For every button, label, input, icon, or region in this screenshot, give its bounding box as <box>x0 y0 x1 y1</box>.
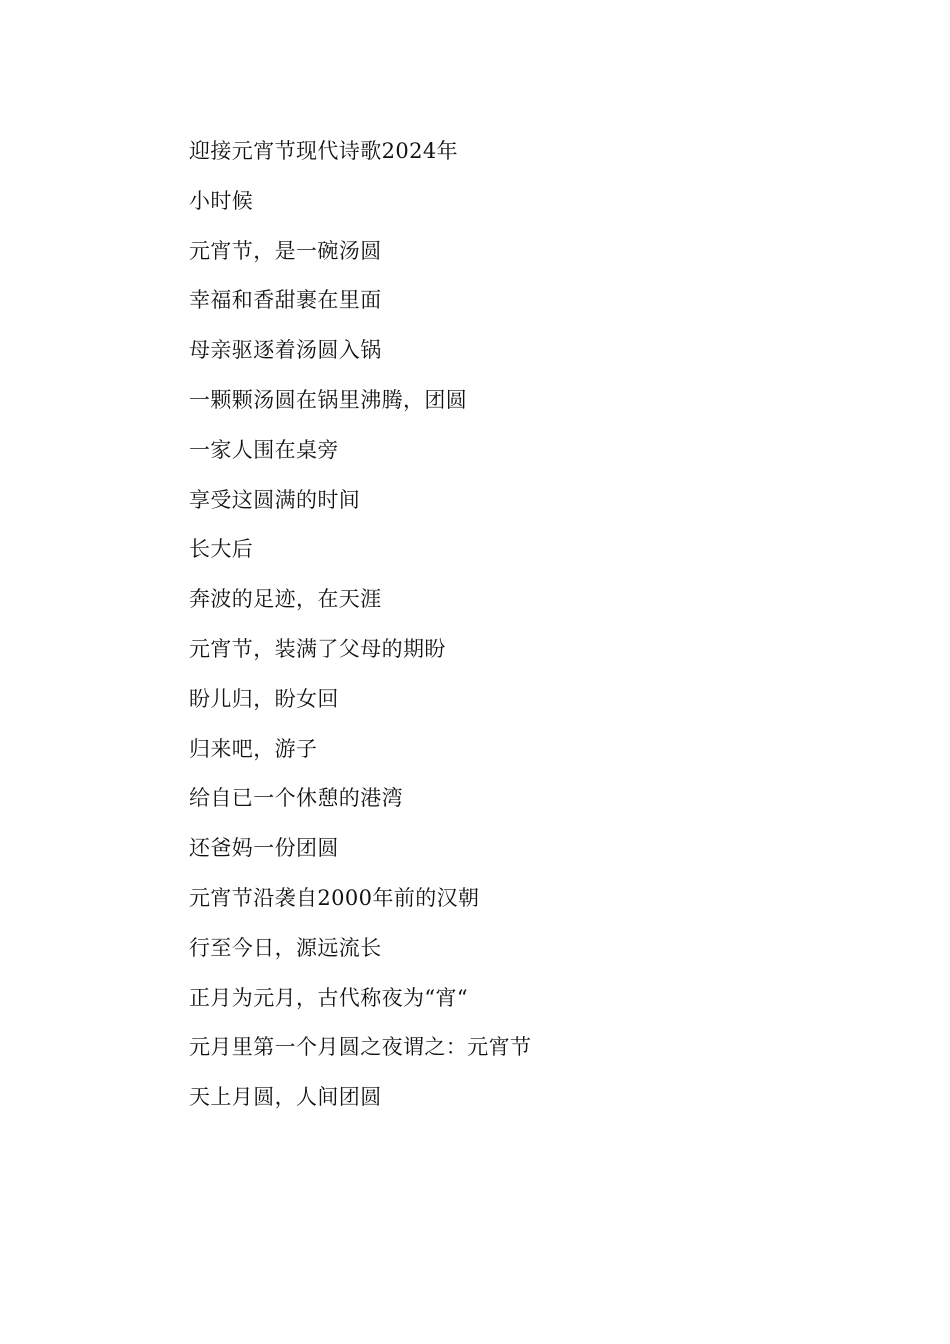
poem-title: 迎接元宵节现代诗歌2024年 <box>189 139 459 163</box>
poem-line: 元宵节沿袭自2000年前的汉朝 <box>189 885 480 910</box>
poem-line: 盼儿归，盼女回 <box>189 686 339 711</box>
poem-line: 一家人围在桌旁 <box>189 437 339 462</box>
poem-line: 给自已一个休憩的港湾 <box>189 786 403 811</box>
poem-line: 还爸妈一份团圆 <box>189 836 339 861</box>
poem-line: 长大后 <box>189 537 254 562</box>
poem-line: 元宵节，是一碗汤圆 <box>189 238 382 263</box>
poem-line: 天上月圆，人间团圆 <box>189 1085 382 1110</box>
poem-line: 行至今日，源远流长 <box>189 935 382 960</box>
poem-line: 正月为元月，古代称夜为“宵“ <box>189 985 469 1010</box>
poem-line: 小时候 <box>189 188 254 213</box>
poem-line: 幸福和香甜裹在里面 <box>189 288 382 313</box>
poem-line: 母亲驱逐着汤圆入锅 <box>189 338 382 363</box>
poem-line: 奔波的足迹，在天涯 <box>189 587 382 612</box>
poem-body <box>189 134 849 1130</box>
poem-line: 享受这圆满的时间 <box>189 487 361 512</box>
poem-line: 归来吧，游子 <box>189 736 318 761</box>
poem-line: 元宵节，装满了父母的期盼 <box>189 636 446 661</box>
poem-line: 一颗颗汤圆在锅里沸腾，团圆 <box>189 387 468 412</box>
poem-line: 元月里第一个月圆之夜谓之：元宵节 <box>189 1035 532 1060</box>
